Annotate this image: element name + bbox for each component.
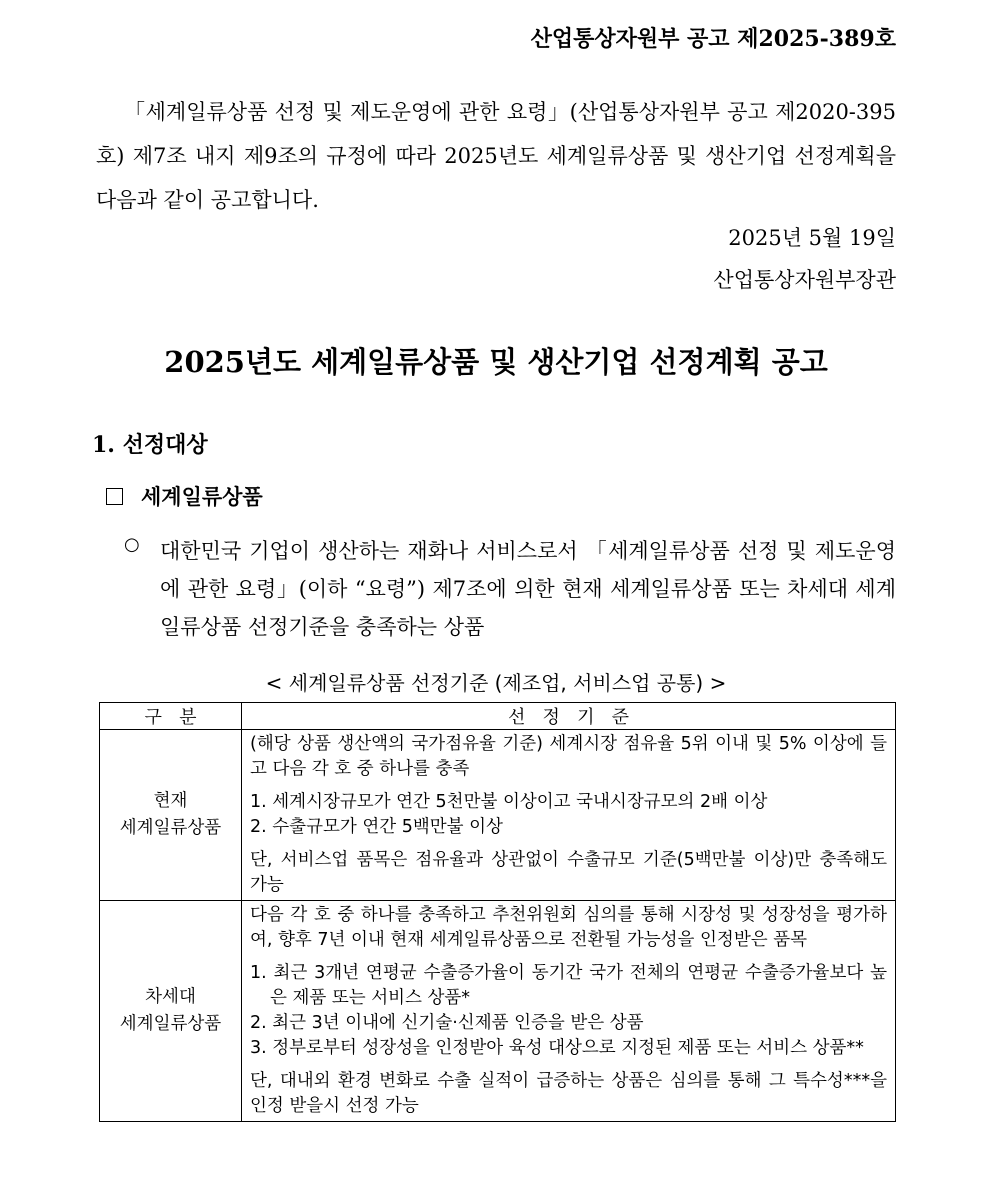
criteria-intro: (해당 상품 생산액의 국가점유율 기준) 세계시장 점유율 5위 이내 및 5% 이상에 들고 다음 각 호 중 하나를 충족 — [250, 734, 887, 779]
criteria-item: 2. 수출규모가 연간 5백만불 이상 — [250, 817, 503, 837]
header-criteria: 선 정 기 준 — [242, 703, 896, 730]
table-row — [100, 901, 896, 1122]
document-title: 2025년도 세계일류상품 및 생산기업 선정계획 공고 — [164, 345, 828, 379]
notice-date: 2025년 5월 19일 — [728, 226, 896, 250]
header-category: 구 분 — [100, 703, 242, 730]
table-caption: < 세계일류상품 선정기준 (제조업, 서비스업 공통) > — [265, 671, 727, 695]
criteria-note: 단, 대내외 환경 변화로 수출 실적이 급증하는 상품은 심의를 통해 그 특수성***을 인정 받을시 선정 가능 — [250, 1071, 887, 1116]
criteria-table — [99, 702, 896, 1122]
section-heading: 1. 선정대상 — [92, 432, 208, 458]
table-header-row — [100, 703, 896, 730]
intro-text: 「세계일류상품 선정 및 제도운영에 관한 요령」(산업통상자원부 공고 제2020-395호) 제7조 내지 제9조의 규정에 따라 2025년도 세계일류상품 및 생산기업 선정계획을 다음과 같이 공고합니다. — [96, 100, 896, 212]
criteria-intro: 다음 각 호 중 하나를 충족하고 추천위원회 심의를 통해 시장성 및 성장성을 평가하여, 향후 7년 이내 현재 세계일류상품으로 전환될 가능성을 인정받은 품목 — [250, 905, 887, 950]
category-next-gen — [100, 901, 242, 1122]
criteria-item: 3. 정부로부터 성장성을 인정받아 육성 대상으로 지정된 제품 또는 서비스 상품** — [250, 1038, 864, 1058]
square-bullet-icon — [106, 488, 123, 505]
category-line: 세계일류상품 — [119, 818, 222, 838]
criteria-item: 2. 최근 3년 이내에 신기술·신제품 인증을 받은 상품 — [250, 1013, 644, 1033]
category-line: 세계일류상품 — [119, 1014, 222, 1034]
criteria-item: 1. 세계시장규모가 연간 5천만불 이상이고 국내시장규모의 2배 이상 — [250, 792, 768, 812]
intro-paragraph — [96, 90, 896, 222]
criteria-note: 단, 서비스업 품목은 점유율과 상관없이 수출규모 기준(5백만불 이상)만 충족해도 가능 — [250, 850, 887, 895]
category-line: 현재 — [153, 791, 188, 811]
circle-bullet-icon: ○ — [124, 534, 140, 555]
criteria-current — [242, 730, 896, 901]
category-current — [100, 730, 242, 901]
category-line: 차세대 — [145, 987, 196, 1007]
criteria-next-gen — [242, 901, 896, 1122]
subsection-label: 세계일류상품 — [141, 484, 263, 509]
criteria-item: 1. 최근 3개년 연평균 수출증가율이 동기간 국가 전체의 연평균 수출증가율보다 높은 제품 또는 서비스 상품* — [250, 963, 887, 1008]
notice-number: 산업통상자원부 공고 제2025-389호 — [530, 26, 896, 52]
subsection-heading — [106, 481, 263, 511]
issuing-authority: 산업통상자원부장관 — [713, 268, 896, 292]
target-description: 대한민국 기업이 생산하는 재화나 서비스로서 「세계일류상품 선정 및 제도운영에 관한 요령」(이하 “요령”) 제7조에 의한 현재 세계일류상품 또는 차세대 세계일류상품 선정기준을 충족하는 상품 — [160, 539, 896, 639]
table-row — [100, 730, 896, 901]
